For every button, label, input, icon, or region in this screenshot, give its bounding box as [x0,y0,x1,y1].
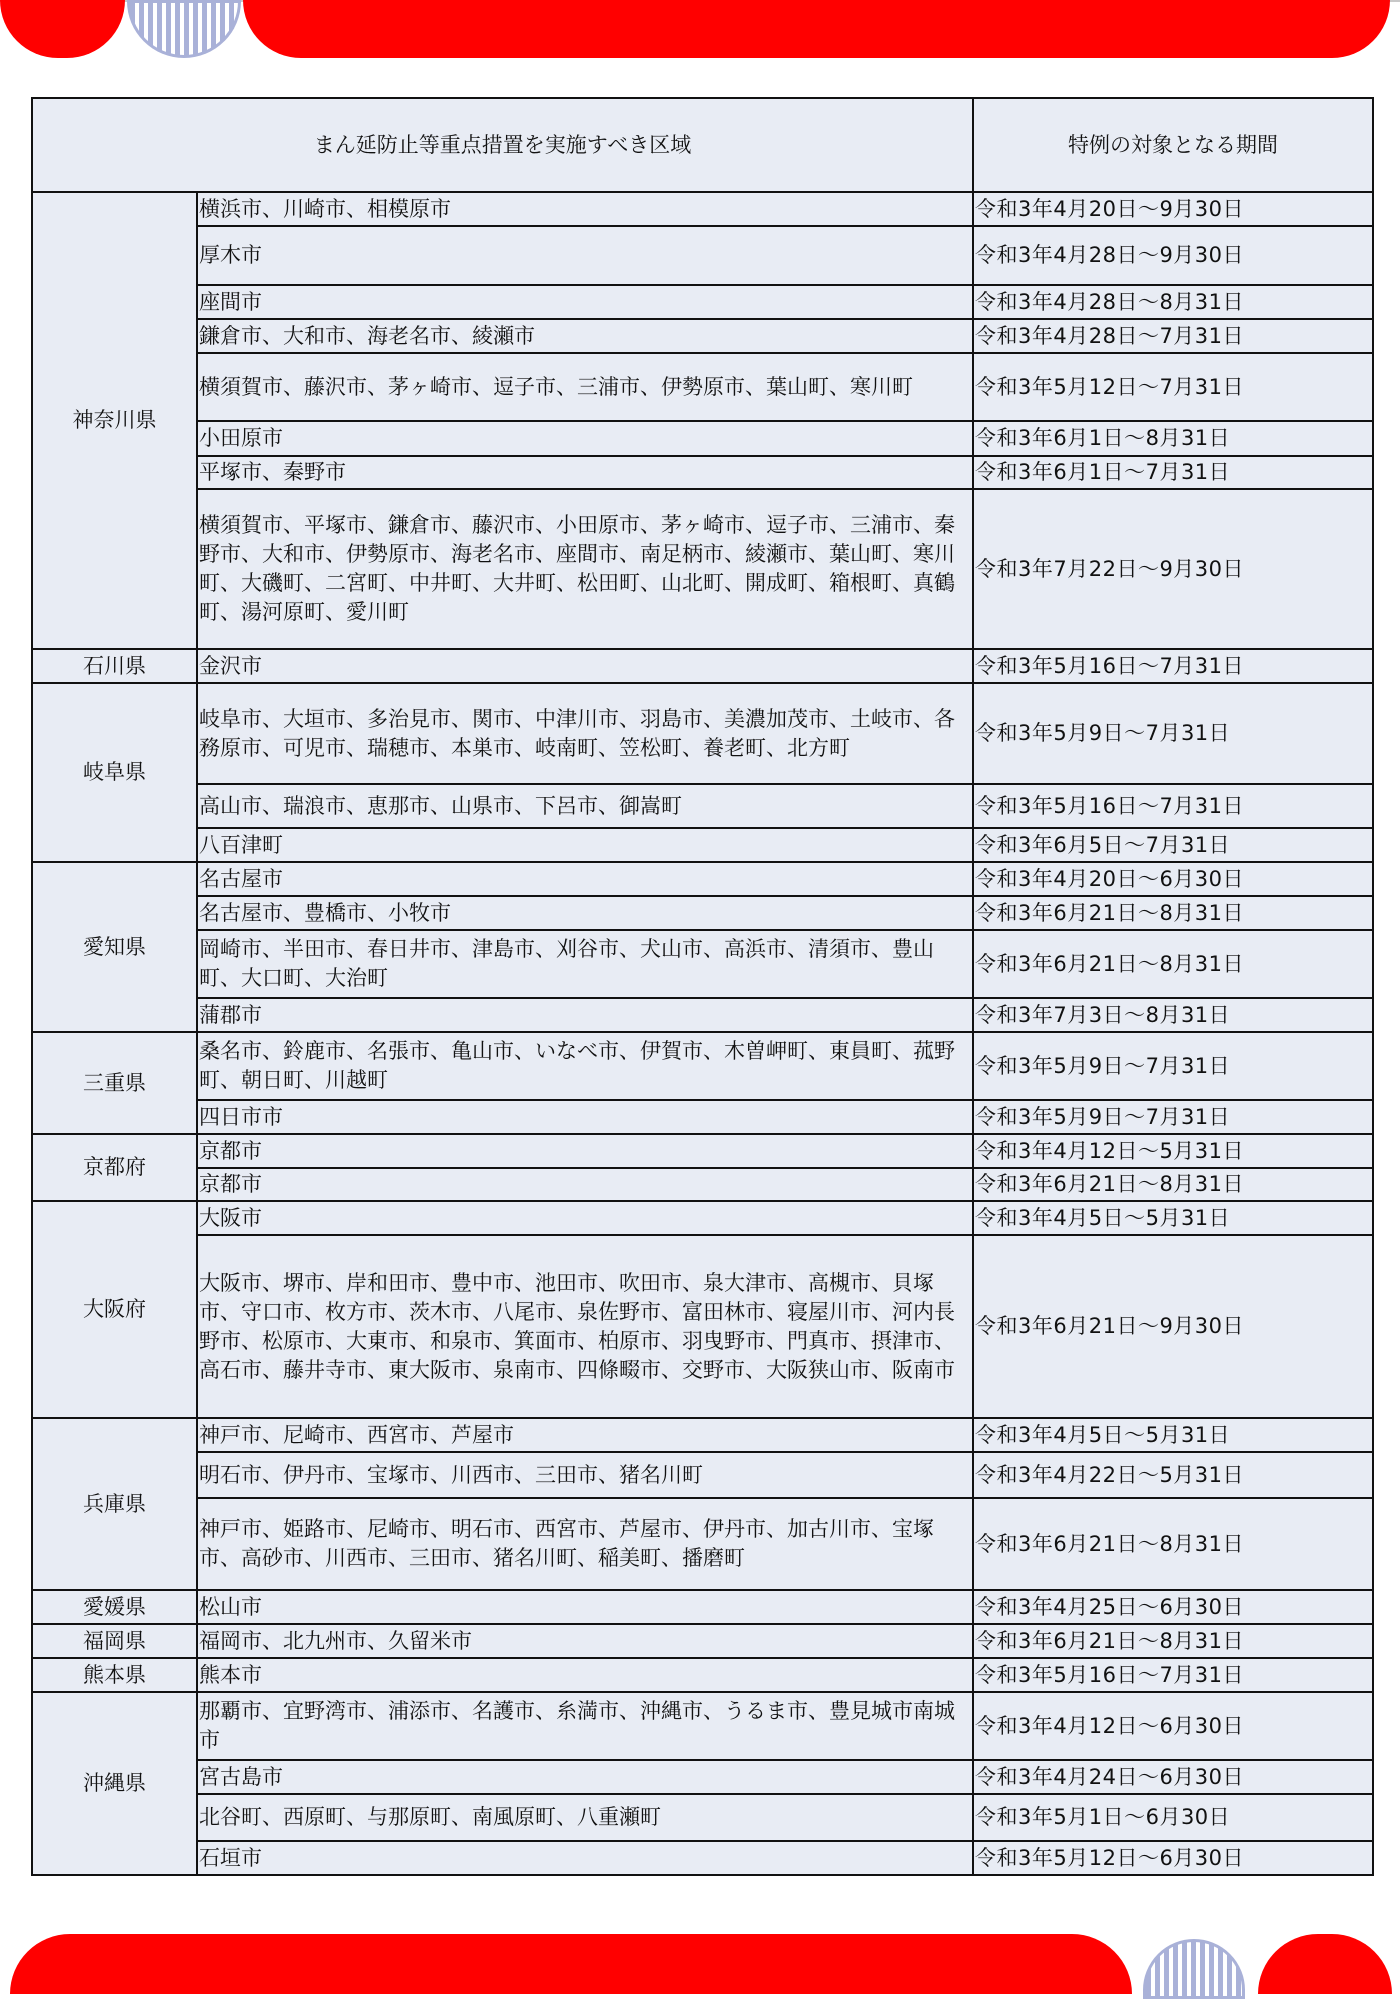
period-cell: 令和3年4月20日～9月30日 [973,192,1373,226]
red-semicircle-decoration-top-left [0,0,125,58]
municipalities-cell: 横須賀市、平塚市、鎌倉市、藤沢市、小田原市、茅ヶ崎市、逗子市、三浦市、秦野市、大和市、伊勢原市、海老名市、座間市、南足柄市、綾瀬市、葉山町、寒川町、大磯町、二宮町、中井町、大井町、松田町、山北町、開成町、箱根町、真鶴町、湯河原町、愛川町 [197,489,973,649]
priority-measures-table [31,97,1374,1876]
period-cell: 令和3年6月21日～8月31日 [973,896,1373,930]
table-row [32,683,1373,784]
municipalities-cell: 大阪市、堺市、岸和田市、豊中市、池田市、吹田市、泉大津市、高槻市、貝塚市、守口市、枚方市、茨木市、八尾市、泉佐野市、富田林市、寝屋川市、河内長野市、松原市、大東市、和泉市、箕面市、柏原市、羽曳野市、門真市、摂津市、高石市、藤井寺市、東大阪市、泉南市、四條畷市、交野市、大阪狭山市、阪南市 [197,1235,973,1418]
municipalities-cell: 岐阜市、大垣市、多治見市、関市、中津川市、羽島市、美濃加茂市、土岐市、各務原市、可児市、瑞穂市、本巣市、岐南町、笠松町、養老町、北方町 [197,683,973,784]
municipalities-cell: 北谷町、西原町、与那原町、南風原町、八重瀬町 [197,1794,973,1841]
municipalities-cell: 高山市、瑞浪市、恵那市、山県市、下呂市、御嵩町 [197,784,973,828]
municipalities-cell: 横須賀市、藤沢市、茅ヶ崎市、逗子市、三浦市、伊勢原市、葉山町、寒川町 [197,353,973,421]
municipalities-cell: 福岡市、北九州市、久留米市 [197,1624,973,1658]
period-cell: 令和3年4月12日～6月30日 [973,1692,1373,1760]
municipalities-cell: 京都市 [197,1134,973,1168]
municipalities-cell: 大阪市 [197,1201,973,1235]
period-cell: 令和3年5月9日～7月31日 [973,683,1373,784]
municipalities-cell: 小田原市 [197,421,973,456]
period-cell: 令和3年5月9日～7月31日 [973,1032,1373,1100]
table-row [32,456,1373,489]
period-cell: 令和3年4月25日～6月30日 [973,1590,1373,1624]
municipalities-cell: 神戸市、姫路市、尼崎市、明石市、西宮市、芦屋市、伊丹市、加古川市、宝塚市、高砂市、川西市、三田市、猪名川町、稲美町、播磨町 [197,1498,973,1590]
table-row [32,226,1373,285]
period-cell: 令和3年4月22日～5月31日 [973,1452,1373,1498]
prefecture-cell: 愛媛県 [32,1590,197,1624]
municipalities-cell: 石垣市 [197,1841,973,1875]
table-row [32,319,1373,353]
table-row [32,896,1373,930]
period-cell: 令和3年6月1日～8月31日 [973,421,1373,456]
municipalities-cell: 金沢市 [197,649,973,683]
period-cell: 令和3年6月1日～7月31日 [973,456,1373,489]
period-cell: 令和3年4月5日～5月31日 [973,1201,1373,1235]
period-cell: 令和3年4月28日～7月31日 [973,319,1373,353]
table-row [32,862,1373,896]
red-banner-decoration-bottom [10,1934,1132,1994]
prefecture-cell: 兵庫県 [32,1418,197,1590]
table-row [32,784,1373,828]
table-row [32,1498,1373,1590]
red-banner-decoration-top [243,0,1390,58]
prefecture-cell: 沖縄県 [32,1692,197,1875]
period-cell: 令和3年5月16日～7月31日 [973,1658,1373,1692]
table-row [32,489,1373,649]
table-row [32,192,1373,226]
prefecture-cell: 愛知県 [32,862,197,1032]
table-row [32,930,1373,998]
municipalities-cell: 名古屋市 [197,862,973,896]
municipalities-cell: 明石市、伊丹市、宝塚市、川西市、三田市、猪名川町 [197,1452,973,1498]
municipalities-cell: 厚木市 [197,226,973,285]
period-cell: 令和3年5月16日～7月31日 [973,784,1373,828]
period-cell: 令和3年7月3日～8月31日 [973,998,1373,1032]
municipalities-cell: 平塚市、秦野市 [197,456,973,489]
period-cell: 令和3年6月5日～7月31日 [973,828,1373,862]
table-row [32,1658,1373,1692]
table-row [32,353,1373,421]
period-cell: 令和3年5月12日～6月30日 [973,1841,1373,1875]
municipalities-cell: 名古屋市、豊橋市、小牧市 [197,896,973,930]
municipalities-cell: 八百津町 [197,828,973,862]
table-row [32,1201,1373,1235]
period-cell: 令和3年6月21日～8月31日 [973,930,1373,998]
period-cell: 令和3年5月9日～7月31日 [973,1100,1373,1134]
period-cell: 令和3年6月21日～9月30日 [973,1235,1373,1418]
prefecture-cell: 三重県 [32,1032,197,1134]
table-row [32,1794,1373,1841]
table-row [32,1100,1373,1134]
period-cell: 令和3年6月21日～8月31日 [973,1498,1373,1590]
period-cell: 令和3年6月21日～8月31日 [973,1168,1373,1201]
municipalities-cell: 岡崎市、半田市、春日井市、津島市、刈谷市、犬山市、高浜市、清須市、豊山町、大口町、大治町 [197,930,973,998]
prefecture-cell: 神奈川県 [32,192,197,649]
red-semicircle-decoration-bottom-right [1258,1934,1392,1994]
municipalities-cell: 熊本市 [197,1658,973,1692]
period-cell: 令和3年4月5日～5月31日 [973,1418,1373,1452]
table-row [32,998,1373,1032]
table-row [32,1692,1373,1760]
municipalities-cell: 神戸市、尼崎市、西宮市、芦屋市 [197,1418,973,1452]
striped-semicircle-decoration-top [127,0,241,58]
period-cell: 令和3年7月22日～9月30日 [973,489,1373,649]
table-row [32,1624,1373,1658]
municipalities-cell: 横浜市、川崎市、相模原市 [197,192,973,226]
area-column-header: まん延防止等重点措置を実施すべき区域 [32,98,973,192]
period-cell: 令和3年5月16日～7月31日 [973,649,1373,683]
municipalities-cell: 京都市 [197,1168,973,1201]
period-cell: 令和3年4月20日～6月30日 [973,862,1373,896]
table-row [32,1841,1373,1875]
prefecture-cell: 福岡県 [32,1624,197,1658]
table-row [32,421,1373,456]
period-cell: 令和3年4月12日～5月31日 [973,1134,1373,1168]
period-cell: 令和3年4月28日～9月30日 [973,226,1373,285]
table-row [32,1418,1373,1452]
period-cell: 令和3年4月24日～6月30日 [973,1760,1373,1794]
municipalities-cell: 座間市 [197,285,973,319]
period-cell: 令和3年5月12日～7月31日 [973,353,1373,421]
period-cell: 令和3年5月1日～6月30日 [973,1794,1373,1841]
prefecture-cell: 熊本県 [32,1658,197,1692]
table-row [32,1452,1373,1498]
prefecture-cell: 京都府 [32,1134,197,1201]
table-row [32,1235,1373,1418]
municipalities-cell: 那覇市、宜野湾市、浦添市、名護市、糸満市、沖縄市、うるま市、豊見城市南城市 [197,1692,973,1760]
municipalities-cell: 四日市市 [197,1100,973,1134]
prefecture-cell: 石川県 [32,649,197,683]
municipalities-cell: 蒲郡市 [197,998,973,1032]
table-row [32,1760,1373,1794]
table-row [32,828,1373,862]
table-row [32,1134,1373,1168]
period-cell: 令和3年6月21日～8月31日 [973,1624,1373,1658]
municipalities-cell: 宮古島市 [197,1760,973,1794]
table-row [32,285,1373,319]
table-row [32,1168,1373,1201]
table-row [32,1590,1373,1624]
period-column-header: 特例の対象となる期間 [973,98,1373,192]
municipalities-cell: 桑名市、鈴鹿市、名張市、亀山市、いなべ市、伊賀市、木曽岬町、東員町、菰野町、朝日町、川越町 [197,1032,973,1100]
table-row [32,1032,1373,1100]
striped-semicircle-decoration-bottom [1143,1939,1245,1999]
table-row [32,649,1373,683]
municipalities-cell: 鎌倉市、大和市、海老名市、綾瀬市 [197,319,973,353]
municipalities-cell: 松山市 [197,1590,973,1624]
prefecture-cell: 大阪府 [32,1201,197,1418]
prefecture-cell: 岐阜県 [32,683,197,862]
table-header-row [32,98,1373,192]
table-body [32,192,1373,1875]
period-cell: 令和3年4月28日～8月31日 [973,285,1373,319]
